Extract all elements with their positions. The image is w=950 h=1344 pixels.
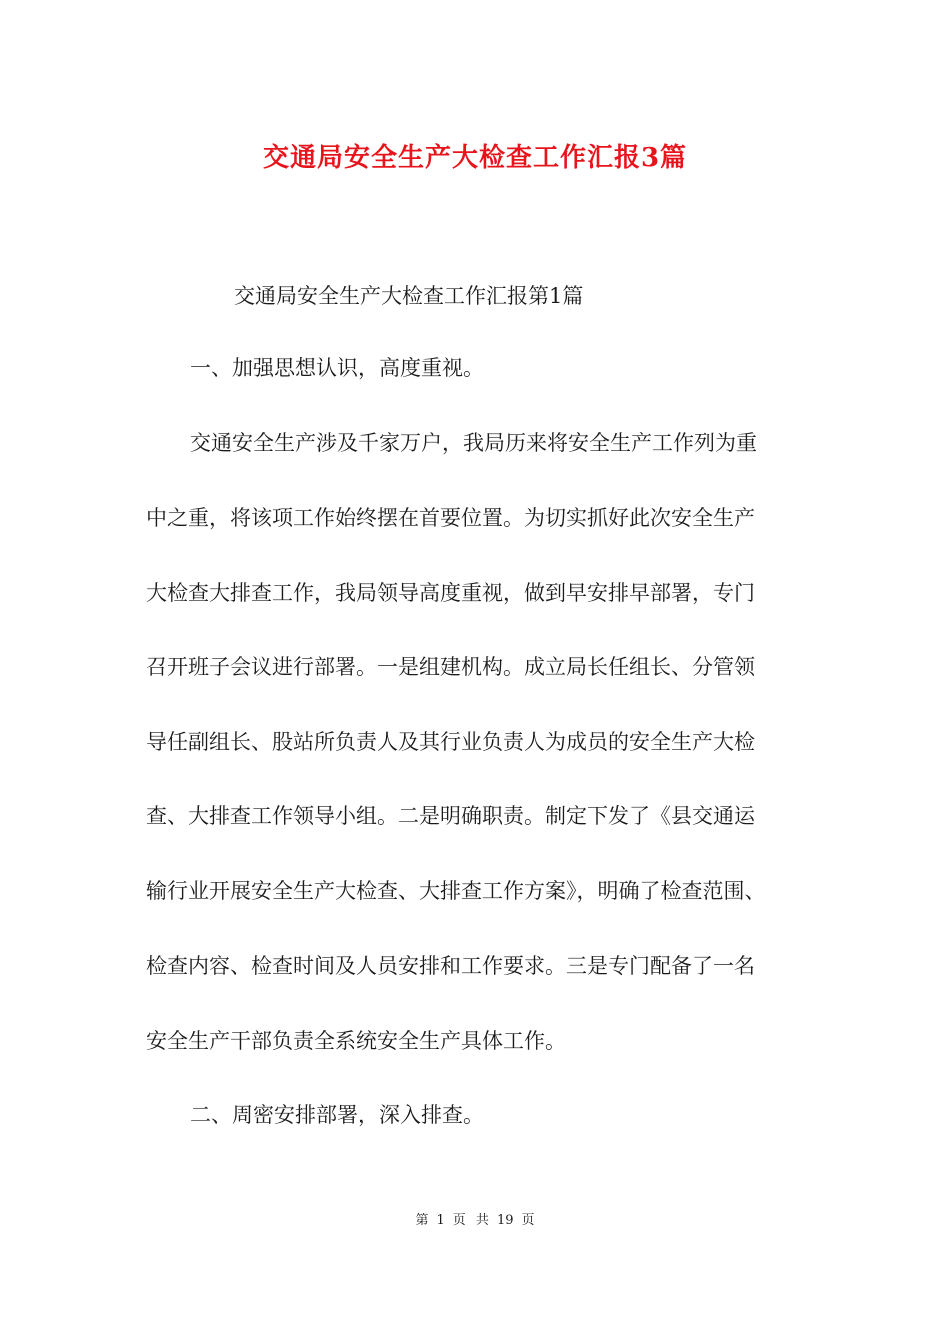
paragraph-line: 召开班子会议进行部署。一是组建机构。成立局长任组长、分管领 bbox=[146, 655, 755, 679]
paragraph-line: 安全生产干部负责全系统安全生产具体工作。 bbox=[146, 1029, 566, 1053]
footer-page-number: 1 bbox=[436, 1213, 445, 1228]
paragraph-line: 大检查大排查工作，我局领导高度重视，做到早安排早部署，专门 bbox=[146, 581, 755, 605]
footer-total-pages: 19 bbox=[496, 1213, 514, 1228]
paragraph-line: 导任副组长、股站所负责人及其行业负责人为成员的安全生产大检 bbox=[146, 730, 755, 754]
paragraph-line: 查、大排查工作领导小组。二是明确职责。制定下发了《县交通运 bbox=[146, 804, 755, 828]
section-subtitle: 交通局安全生产大检查工作汇报第1篇 bbox=[234, 284, 584, 308]
paragraph-line: 中之重，将该项工作始终摆在首要位置。为切实抓好此次安全生产 bbox=[146, 506, 755, 530]
document-title: 交通局安全生产大检查工作汇报3篇 bbox=[262, 143, 688, 173]
paragraph-line: 检查内容、检查时间及人员安排和工作要求。三是专门配备了一名 bbox=[146, 954, 755, 978]
heading-2: 二、周密安排部署，深入排查。 bbox=[190, 1103, 484, 1127]
footer-suffix: 页 bbox=[521, 1213, 535, 1228]
footer-mid: 页 共 bbox=[452, 1213, 489, 1228]
paragraph-line: 交通安全生产涉及千家万户，我局历来将安全生产工作列为重 bbox=[190, 431, 757, 455]
heading-1: 一、加强思想认识，高度重视。 bbox=[190, 356, 484, 380]
page-footer bbox=[0, 1209, 950, 1228]
paragraph-line: 输行业开展安全生产大检查、大排查工作方案》，明确了检查范围、 bbox=[146, 879, 766, 903]
footer-prefix: 第 bbox=[415, 1213, 429, 1228]
